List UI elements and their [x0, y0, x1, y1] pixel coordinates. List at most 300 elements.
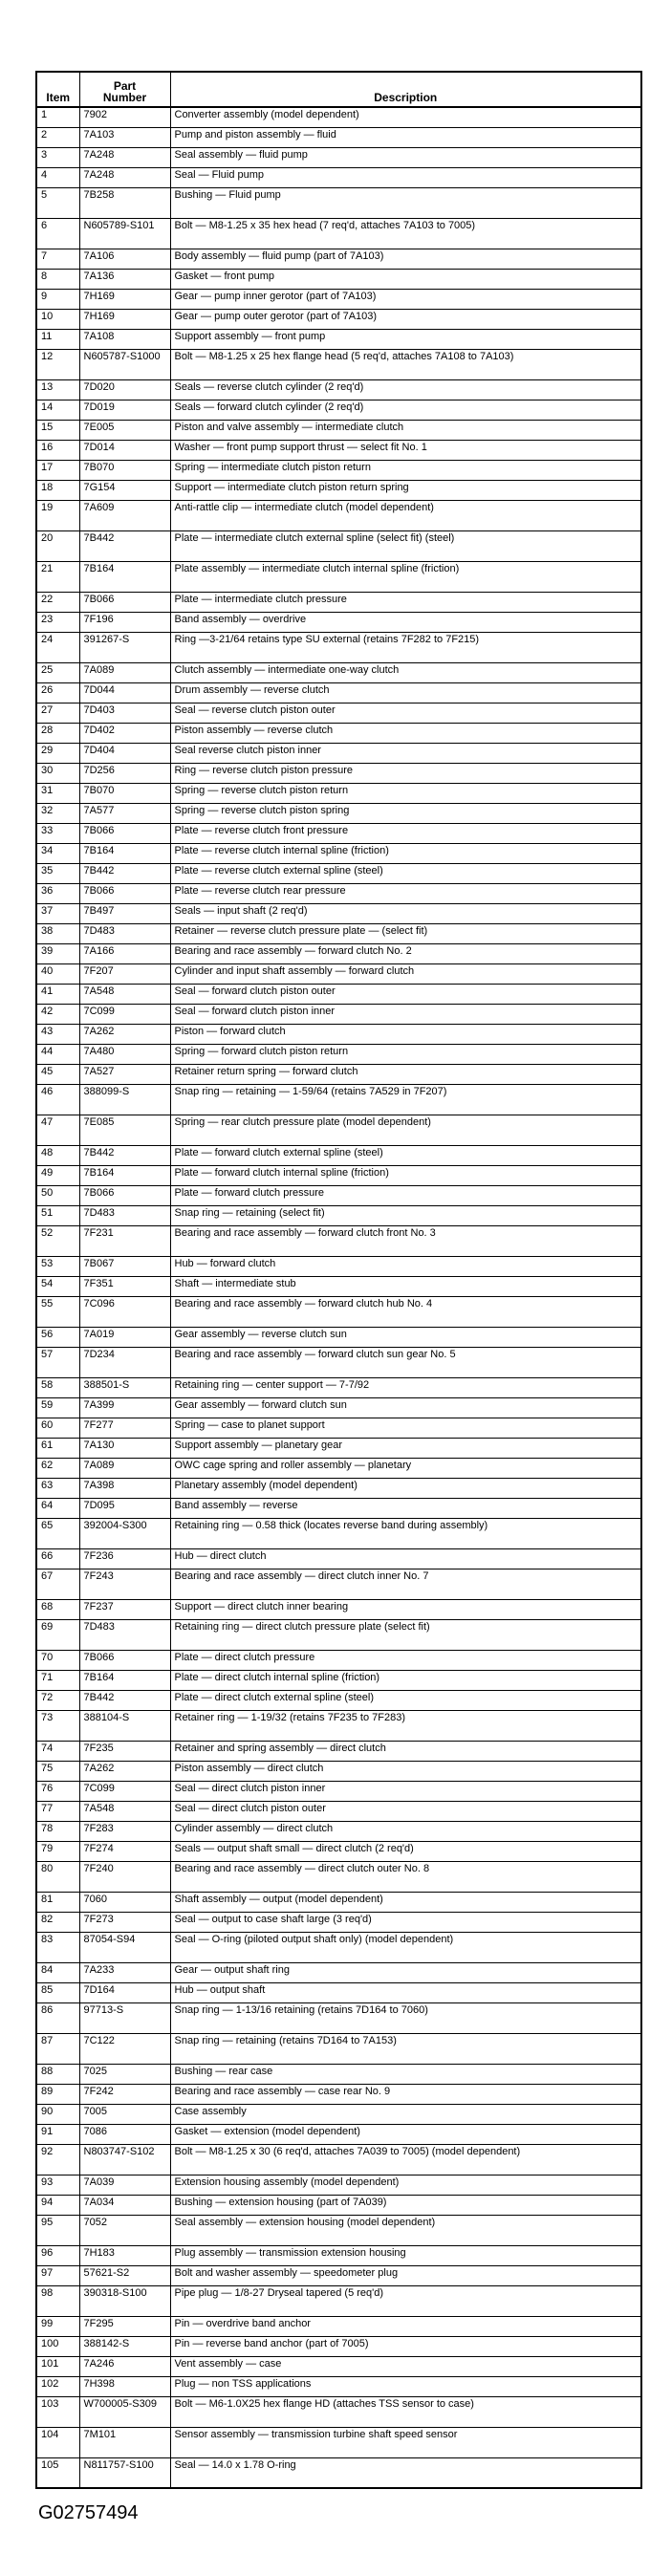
- part-number-cell: 7H169: [79, 289, 170, 309]
- part-number-cell: 7C096: [79, 1296, 170, 1327]
- item-cell: 78: [36, 1821, 79, 1841]
- table-row: [36, 1650, 641, 1670]
- table-row: [36, 943, 641, 963]
- item-cell: 10: [36, 309, 79, 329]
- item-cell: 32: [36, 803, 79, 823]
- item-cell: 105: [36, 2457, 79, 2488]
- description-cell: Retainer — reverse clutch pressure plate — (select fit): [170, 923, 641, 943]
- table-row: [36, 1256, 641, 1276]
- description-cell: Cylinder assembly — direct clutch: [170, 1821, 641, 1841]
- table-row: [36, 682, 641, 703]
- part-number-cell: 7F240: [79, 1861, 170, 1892]
- description-cell: Snap ring — retaining (select fit): [170, 1205, 641, 1225]
- item-cell: 92: [36, 2144, 79, 2175]
- item-cell: 97: [36, 2265, 79, 2285]
- table-row: [36, 984, 641, 1004]
- description-cell: Bushing — rear case: [170, 2064, 641, 2084]
- item-cell: 35: [36, 863, 79, 883]
- table-row: [36, 218, 641, 249]
- description-cell: Bearing and race assembly — forward clutch sun gear No. 5: [170, 1347, 641, 1377]
- description-cell: Washer — front pump support thrust — select fit No. 1: [170, 440, 641, 460]
- table-row: [36, 1418, 641, 1438]
- table-row: [36, 1690, 641, 1710]
- item-cell: 77: [36, 1801, 79, 1821]
- part-number-cell: 7B164: [79, 1670, 170, 1690]
- table-row: [36, 1377, 641, 1397]
- part-number-cell: 7B066: [79, 883, 170, 903]
- item-cell: 99: [36, 2316, 79, 2336]
- table-row: [36, 1761, 641, 1781]
- item-cell: 73: [36, 1710, 79, 1741]
- table-row: [36, 1276, 641, 1296]
- part-number-cell: N803747-S102: [79, 2144, 170, 2175]
- description-cell: Shaft assembly — output (model dependent): [170, 1892, 641, 1912]
- part-number-cell: 7005: [79, 2104, 170, 2124]
- description-cell: Support — direct clutch inner bearing: [170, 1599, 641, 1619]
- description-cell: Plate — forward clutch pressure: [170, 1185, 641, 1205]
- item-cell: 20: [36, 530, 79, 561]
- table-row: [36, 2265, 641, 2285]
- description-cell: Pin — overdrive band anchor: [170, 2316, 641, 2336]
- description-cell: Support — intermediate clutch piston return spring: [170, 480, 641, 500]
- part-number-cell: 7060: [79, 1892, 170, 1912]
- header-row: [36, 72, 641, 107]
- table-row: [36, 2336, 641, 2356]
- item-cell: 89: [36, 2084, 79, 2104]
- description-cell: Seal reverse clutch piston inner: [170, 743, 641, 763]
- item-cell: 104: [36, 2427, 79, 2457]
- table-row: [36, 1821, 641, 1841]
- item-cell: 101: [36, 2356, 79, 2376]
- item-cell: 5: [36, 187, 79, 218]
- description-cell: Retaining ring — 0.58 thick (locates reverse band during assembly): [170, 1518, 641, 1548]
- table-row: [36, 662, 641, 682]
- item-cell: 25: [36, 662, 79, 682]
- item-cell: 16: [36, 440, 79, 460]
- description-cell: Gear — output shaft ring: [170, 1962, 641, 1982]
- description-cell: Plate assembly — intermediate clutch internal spline (friction): [170, 561, 641, 592]
- part-number-cell: 7D095: [79, 1498, 170, 1518]
- table-row: [36, 2427, 641, 2457]
- description-cell: Gear — pump outer gerotor (part of 7A103): [170, 309, 641, 329]
- item-cell: 45: [36, 1064, 79, 1084]
- description-cell: Shaft — intermediate stub: [170, 1276, 641, 1296]
- part-number-cell: 7A089: [79, 662, 170, 682]
- table-row: [36, 612, 641, 632]
- part-number-cell: 7A262: [79, 1761, 170, 1781]
- item-cell: 98: [36, 2285, 79, 2316]
- item-cell: 47: [36, 1115, 79, 1145]
- part-number-cell: 7A039: [79, 2175, 170, 2195]
- description-cell: Retainer ring — 1-19/32 (retains 7F235 to 7F283): [170, 1710, 641, 1741]
- table-row: [36, 2144, 641, 2175]
- item-cell: 22: [36, 592, 79, 612]
- item-cell: 74: [36, 1741, 79, 1761]
- item-cell: 34: [36, 843, 79, 863]
- description-cell: Clutch assembly — intermediate one-way clutch: [170, 662, 641, 682]
- table-row: [36, 2195, 641, 2215]
- description-cell: Drum assembly — reverse clutch: [170, 682, 641, 703]
- part-number-cell: 7D483: [79, 1205, 170, 1225]
- part-number-cell: 7A233: [79, 1962, 170, 1982]
- part-number-cell: 97713-S: [79, 2002, 170, 2033]
- table-row: [36, 1165, 641, 1185]
- description-cell: Band assembly — reverse: [170, 1498, 641, 1518]
- figure-id: G02757494: [38, 2502, 139, 2523]
- part-number-cell: 391267-S: [79, 632, 170, 662]
- item-cell: 12: [36, 349, 79, 379]
- part-number-cell: W700005-S309: [79, 2396, 170, 2427]
- table-row: [36, 107, 641, 127]
- table-row: [36, 2084, 641, 2104]
- item-cell: 38: [36, 923, 79, 943]
- item-cell: 30: [36, 763, 79, 783]
- part-number-cell: 7D019: [79, 400, 170, 420]
- part-number-cell: 7A246: [79, 2356, 170, 2376]
- description-cell: Snap ring — 1-13/16 retaining (retains 7D164 to 7060): [170, 2002, 641, 2033]
- item-cell: 68: [36, 1599, 79, 1619]
- description-cell: Bearing and race assembly — forward clutch hub No. 4: [170, 1296, 641, 1327]
- table-row: [36, 1347, 641, 1377]
- description-cell: Snap ring — retaining (retains 7D164 to 7A153): [170, 2033, 641, 2064]
- part-number-cell: 7F283: [79, 1821, 170, 1841]
- item-cell: 60: [36, 1418, 79, 1438]
- part-number-cell: 7F196: [79, 612, 170, 632]
- table-row: [36, 783, 641, 803]
- part-number-cell: 7B164: [79, 561, 170, 592]
- item-cell: 71: [36, 1670, 79, 1690]
- description-cell: Seals — output shaft small — direct clutch (2 req'd): [170, 1841, 641, 1861]
- table-row: [36, 1205, 641, 1225]
- description-cell: Gear assembly — reverse clutch sun: [170, 1327, 641, 1347]
- description-cell: Seal — forward clutch piston inner: [170, 1004, 641, 1024]
- item-cell: 75: [36, 1761, 79, 1781]
- part-number-cell: 7D403: [79, 703, 170, 723]
- part-number-cell: 7D256: [79, 763, 170, 783]
- table-row: [36, 127, 641, 147]
- description-cell: Piston and valve assembly — intermediate clutch: [170, 420, 641, 440]
- part-number-cell: 7C099: [79, 1781, 170, 1801]
- table-row: [36, 1892, 641, 1912]
- description-cell: Spring — case to planet support: [170, 1418, 641, 1438]
- item-cell: 87: [36, 2033, 79, 2064]
- item-cell: 1: [36, 107, 79, 127]
- part-number-cell: 7D020: [79, 379, 170, 400]
- part-number-cell: 7G154: [79, 480, 170, 500]
- item-cell: 52: [36, 1225, 79, 1256]
- part-number-cell: 7A019: [79, 1327, 170, 1347]
- description-cell: Plug — non TSS applications: [170, 2376, 641, 2396]
- description-cell: Plate — direct clutch internal spline (friction): [170, 1670, 641, 1690]
- description-cell: Gear assembly — forward clutch sun: [170, 1397, 641, 1418]
- item-cell: 23: [36, 612, 79, 632]
- item-cell: 66: [36, 1548, 79, 1569]
- description-cell: Cylinder and input shaft assembly — forward clutch: [170, 963, 641, 984]
- table-row: [36, 2356, 641, 2376]
- part-number-cell: 7B070: [79, 460, 170, 480]
- item-cell: 103: [36, 2396, 79, 2427]
- table-row: [36, 269, 641, 289]
- table-row: [36, 187, 641, 218]
- part-number-cell: 7F242: [79, 2084, 170, 2104]
- part-number-cell: 7B442: [79, 1145, 170, 1165]
- description-cell: Hub — output shaft: [170, 1982, 641, 2002]
- description-cell: Plug assembly — transmission extension housing: [170, 2245, 641, 2265]
- table-row: [36, 1599, 641, 1619]
- part-number-cell: 7H169: [79, 309, 170, 329]
- part-number-cell: 7C099: [79, 1004, 170, 1024]
- part-number-cell: 7025: [79, 2064, 170, 2084]
- description-cell: Extension housing assembly (model dependent): [170, 2175, 641, 2195]
- part-number-cell: 7A248: [79, 167, 170, 187]
- table-row: [36, 1912, 641, 1932]
- part-number-cell: 7B442: [79, 530, 170, 561]
- table-row: [36, 883, 641, 903]
- item-cell: 88: [36, 2064, 79, 2084]
- item-cell: 91: [36, 2124, 79, 2144]
- table-row: [36, 420, 641, 440]
- item-cell: 6: [36, 218, 79, 249]
- table-row: [36, 1962, 641, 1982]
- table-row: [36, 2124, 641, 2144]
- table-row: [36, 1982, 641, 2002]
- table-row: [36, 1438, 641, 1458]
- description-cell: Bolt — M8-1.25 x 35 hex head (7 req'd, attaches 7A103 to 7005): [170, 218, 641, 249]
- description-cell: Bushing — extension housing (part of 7A039): [170, 2195, 641, 2215]
- table-row: [36, 1801, 641, 1821]
- item-cell: 43: [36, 1024, 79, 1044]
- part-number-cell: 7D483: [79, 1619, 170, 1650]
- item-cell: 83: [36, 1932, 79, 1962]
- part-number-cell: 7A399: [79, 1397, 170, 1418]
- description-cell: Spring — forward clutch piston return: [170, 1044, 641, 1064]
- part-number-cell: 7A548: [79, 1801, 170, 1821]
- item-cell: 24: [36, 632, 79, 662]
- item-cell: 56: [36, 1327, 79, 1347]
- description-cell: Spring — reverse clutch piston return: [170, 783, 641, 803]
- description-cell: Ring — reverse clutch piston pressure: [170, 763, 641, 783]
- part-number-cell: 7F273: [79, 1912, 170, 1932]
- table-row: [36, 440, 641, 460]
- table-row: [36, 460, 641, 480]
- part-number-cell: 7D483: [79, 923, 170, 943]
- part-number-cell: 7A577: [79, 803, 170, 823]
- part-number-cell: 7A130: [79, 1438, 170, 1458]
- description-cell: Bearing and race assembly — direct clutch outer No. 8: [170, 1861, 641, 1892]
- table-row: [36, 2316, 641, 2336]
- part-number-cell: N605789-S101: [79, 218, 170, 249]
- part-number-cell: 7E085: [79, 1115, 170, 1145]
- item-cell: 81: [36, 1892, 79, 1912]
- table-row: [36, 1478, 641, 1498]
- description-cell: Spring — rear clutch pressure plate (model dependent): [170, 1115, 641, 1145]
- table-row: [36, 400, 641, 420]
- description-cell: Gasket — extension (model dependent): [170, 2124, 641, 2144]
- header-description: Description: [170, 72, 641, 107]
- part-number-cell: N605787-S1000: [79, 349, 170, 379]
- item-cell: 95: [36, 2215, 79, 2245]
- table-row: [36, 2002, 641, 2033]
- description-cell: Plate — direct clutch pressure: [170, 1650, 641, 1670]
- item-cell: 64: [36, 1498, 79, 1518]
- table-row: [36, 863, 641, 883]
- item-cell: 3: [36, 147, 79, 167]
- item-cell: 18: [36, 480, 79, 500]
- table-row: [36, 1024, 641, 1044]
- part-number-cell: 388142-S: [79, 2336, 170, 2356]
- item-cell: 36: [36, 883, 79, 903]
- table-row: [36, 803, 641, 823]
- part-number-cell: 388501-S: [79, 1377, 170, 1397]
- description-cell: Bolt — M8-1.25 x 30 (6 req'd, attaches 7A039 to 7005) (model dependent): [170, 2144, 641, 2175]
- item-cell: 41: [36, 984, 79, 1004]
- table-row: [36, 249, 641, 269]
- description-cell: Spring — reverse clutch piston spring: [170, 803, 641, 823]
- item-cell: 69: [36, 1619, 79, 1650]
- table-row: [36, 309, 641, 329]
- description-cell: Piston — forward clutch: [170, 1024, 641, 1044]
- description-cell: Ring —3-21/64 retains type SU external (retains 7F282 to 7F215): [170, 632, 641, 662]
- description-cell: Seal assembly — fluid pump: [170, 147, 641, 167]
- table-row: [36, 1841, 641, 1861]
- description-cell: Retainer and spring assembly — direct clutch: [170, 1741, 641, 1761]
- part-number-cell: 7902: [79, 107, 170, 127]
- item-cell: 7: [36, 249, 79, 269]
- part-number-cell: 7F231: [79, 1225, 170, 1256]
- table-row: [36, 147, 641, 167]
- description-cell: Bearing and race assembly — case rear No. 9: [170, 2084, 641, 2104]
- table-row: [36, 349, 641, 379]
- table-row: [36, 1004, 641, 1024]
- item-cell: 94: [36, 2195, 79, 2215]
- table-row: [36, 1115, 641, 1145]
- part-number-cell: 7A106: [79, 249, 170, 269]
- part-number-cell: 7D014: [79, 440, 170, 460]
- table-row: [36, 1861, 641, 1892]
- item-cell: 55: [36, 1296, 79, 1327]
- item-cell: 44: [36, 1044, 79, 1064]
- table-body: [36, 107, 641, 2488]
- part-number-cell: 7F236: [79, 1548, 170, 1569]
- part-number-cell: 7B164: [79, 843, 170, 863]
- header-item: Item: [36, 72, 79, 107]
- description-cell: Seal — output to case shaft large (3 req'd): [170, 1912, 641, 1932]
- description-cell: Band assembly — overdrive: [170, 612, 641, 632]
- item-cell: 31: [36, 783, 79, 803]
- item-cell: 17: [36, 460, 79, 480]
- table-row: [36, 2104, 641, 2124]
- part-number-cell: 7B070: [79, 783, 170, 803]
- part-number-cell: 7E005: [79, 420, 170, 440]
- description-cell: Plate — reverse clutch front pressure: [170, 823, 641, 843]
- table-row: [36, 1619, 641, 1650]
- item-cell: 61: [36, 1438, 79, 1458]
- description-cell: Seal — 14.0 x 1.78 O-ring: [170, 2457, 641, 2488]
- description-cell: Planetary assembly (model dependent): [170, 1478, 641, 1498]
- item-cell: 84: [36, 1962, 79, 1982]
- description-cell: Hub — direct clutch: [170, 1548, 641, 1569]
- description-cell: Piston assembly — reverse clutch: [170, 723, 641, 743]
- table-row: [36, 823, 641, 843]
- table-row: [36, 1296, 641, 1327]
- part-number-cell: 7F207: [79, 963, 170, 984]
- table-row: [36, 2376, 641, 2396]
- description-cell: OWC cage spring and roller assembly — planetary: [170, 1458, 641, 1478]
- item-cell: 15: [36, 420, 79, 440]
- description-cell: Plate — reverse clutch internal spline (friction): [170, 843, 641, 863]
- item-cell: 50: [36, 1185, 79, 1205]
- part-number-cell: 7A248: [79, 147, 170, 167]
- item-cell: 72: [36, 1690, 79, 1710]
- part-number-cell: 7C122: [79, 2033, 170, 2064]
- item-cell: 63: [36, 1478, 79, 1498]
- table-row: [36, 903, 641, 923]
- part-number-cell: 7F243: [79, 1569, 170, 1599]
- description-cell: Seal — direct clutch piston inner: [170, 1781, 641, 1801]
- description-cell: Seals — forward clutch cylinder (2 req'd): [170, 400, 641, 420]
- part-number-cell: 7F274: [79, 1841, 170, 1861]
- part-number-cell: 7A262: [79, 1024, 170, 1044]
- item-cell: 76: [36, 1781, 79, 1801]
- part-number-cell: 7B258: [79, 187, 170, 218]
- table-row: [36, 1741, 641, 1761]
- table-row: [36, 2245, 641, 2265]
- part-number-cell: 7H183: [79, 2245, 170, 2265]
- table-row: [36, 530, 641, 561]
- description-cell: Anti-rattle clip — intermediate clutch (model dependent): [170, 500, 641, 530]
- part-number-cell: 7D164: [79, 1982, 170, 2002]
- item-cell: 57: [36, 1347, 79, 1377]
- part-number-cell: N811757-S100: [79, 2457, 170, 2488]
- table-row: [36, 480, 641, 500]
- description-cell: Bearing and race assembly — direct clutch inner No. 7: [170, 1569, 641, 1599]
- item-cell: 29: [36, 743, 79, 763]
- description-cell: Plate — intermediate clutch external spline (select fit) (steel): [170, 530, 641, 561]
- part-number-cell: 7A527: [79, 1064, 170, 1084]
- description-cell: Bushing — Fluid pump: [170, 187, 641, 218]
- table-row: [36, 592, 641, 612]
- part-number-cell: 7052: [79, 2215, 170, 2245]
- description-cell: Seal — O-ring (piloted output shaft only) (model dependent): [170, 1932, 641, 1962]
- table-row: [36, 289, 641, 309]
- table-row: [36, 2215, 641, 2245]
- item-cell: 90: [36, 2104, 79, 2124]
- description-cell: Seal — forward clutch piston outer: [170, 984, 641, 1004]
- table-row: [36, 1458, 641, 1478]
- table-row: [36, 763, 641, 783]
- table-row: [36, 1084, 641, 1115]
- item-cell: 82: [36, 1912, 79, 1932]
- item-cell: 96: [36, 2245, 79, 2265]
- header-part-number: [79, 72, 170, 107]
- table-row: [36, 632, 641, 662]
- part-number-cell: 7B442: [79, 863, 170, 883]
- table-row: [36, 743, 641, 763]
- item-cell: 49: [36, 1165, 79, 1185]
- description-cell: Piston assembly — direct clutch: [170, 1761, 641, 1781]
- item-cell: 39: [36, 943, 79, 963]
- description-cell: Bearing and race assembly — forward clutch No. 2: [170, 943, 641, 963]
- item-cell: 54: [36, 1276, 79, 1296]
- item-cell: 13: [36, 379, 79, 400]
- part-number-cell: 7A548: [79, 984, 170, 1004]
- description-cell: Seal — direct clutch piston outer: [170, 1801, 641, 1821]
- description-cell: Seal assembly — extension housing (model dependent): [170, 2215, 641, 2245]
- description-cell: Pump and piston assembly — fluid: [170, 127, 641, 147]
- item-cell: 62: [36, 1458, 79, 1478]
- table-row: [36, 1225, 641, 1256]
- part-number-cell: 392004-S300: [79, 1518, 170, 1548]
